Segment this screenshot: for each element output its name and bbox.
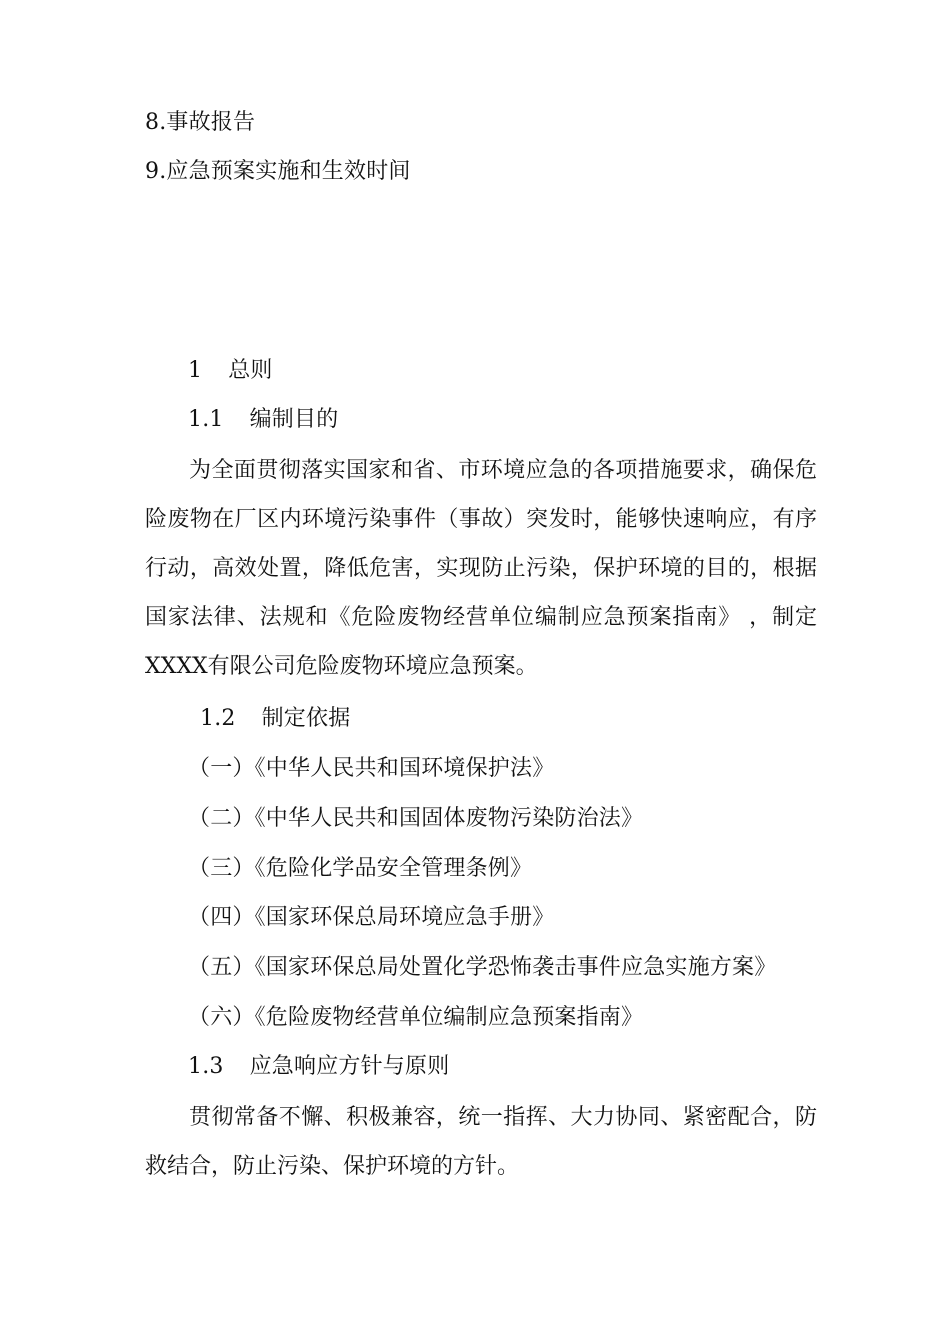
basis-item-2: （二）《中华人民共和国固体废物污染防治法》 [188,806,644,831]
section-1-3-paragraph: 贯彻常备不懈、积极兼容，统一指挥、大力协同、紧密配合，防救结合，防止污染、保护环境的方针。 [145,1105,817,1179]
toc-item-8: 8.事故报告 [145,110,256,135]
basis-item-1: （一）《中华人民共和国环境保护法》 [188,756,555,781]
basis-item-4: （四）《国家环保总局环境应急手册》 [188,905,555,930]
section-1-2-title: 制定依据 [261,706,351,731]
basis-item-3: （三）《危险化学品安全管理条例》 [188,856,533,881]
section-1-3-number: 1.3 [188,1054,224,1079]
section-1-3-title: 应急响应方针与原则 [249,1054,450,1079]
section-1-heading [188,356,273,386]
section-1-2-number: 1.2 [200,706,236,731]
section-1-3-heading [188,1052,449,1082]
section-1-title: 总则 [228,358,273,383]
section-1-1-paragraph: 为全面贯彻落实国家和省、市环境应急的各项措施要求，确保危险废物在厂区内环境污染事件（事故）突发时，能够快速响应，有序行动，高效处置，降低危害，实现防止污染，保护环境的目的，根据国家法律、法规和《危险废物经营单位编制应急预案指南》 ，制定XXXX有限公司危险废物环境应急预案。 [145,458,817,679]
section-1-1-title: 编制目的 [249,407,339,432]
section-1-number: 1 [188,358,203,383]
section-1-1-number: 1.1 [188,407,224,432]
basis-item-6: （六）《危险废物经营单位编制应急预案指南》 [188,1005,644,1030]
section-1-2-heading [200,704,350,734]
toc-item-9: 9.应急预案实施和生效时间 [145,159,411,184]
section-1-1-heading [188,405,338,435]
basis-item-5: （五）《国家环保总局处置化学恐怖袭击事件应急实施方案》 [188,955,777,980]
